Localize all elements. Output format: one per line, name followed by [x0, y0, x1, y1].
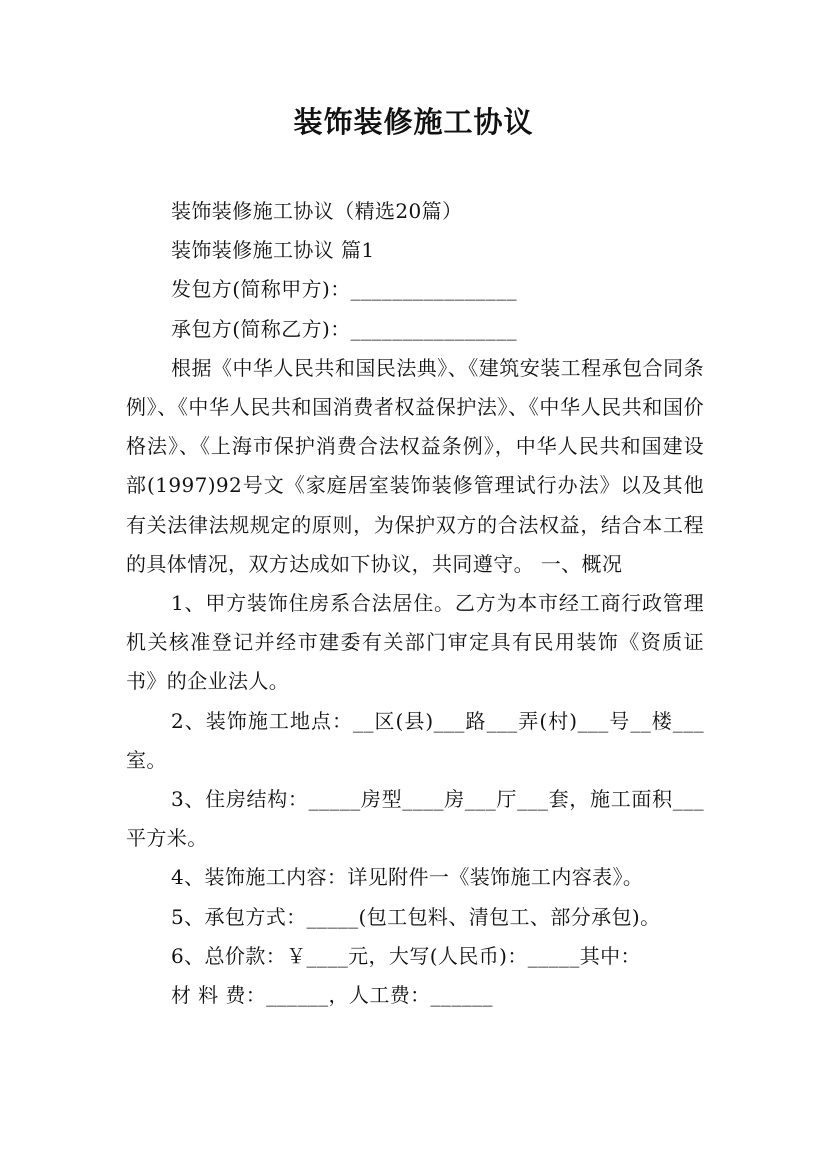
paragraph-clause-6: 6、总价款：￥____元，大写(人民币)：_____其中： [171, 943, 641, 968]
document-body [126, 192, 704, 1015]
paragraph-section-heading: 装饰装修施工协议 篇1 [171, 238, 375, 263]
paragraph-clause-1: 1、甲方装饰住房系合法居住。乙方为本市经工商行政管理机关核准登记并经市建委有关部门审定具有民用装饰《资质证书》的企业法人。 [126, 591, 704, 694]
paragraph-cost-breakdown: 材 料 费：______，人工费：______ [171, 983, 493, 1008]
paragraph-clause-4: 4、装饰施工内容：详见附件一《装饰施工内容表》。 [171, 865, 644, 890]
paragraph-clause-2: 2、装饰施工地点：__区(县)___路___弄(村)___号__楼___室。 [126, 708, 704, 772]
paragraph-party-b: 承包方(简称乙方)：________________ [171, 316, 518, 341]
paragraph-legal-basis: 根据《中华人民共和国民法典》、《建筑安装工程承包合同条例》、《中华人民共和国消费者权益保护法》、《中华人民共和国价格法》、《上海市保护消费合法权益条例》，中华人民共和国建设部(1997)92号文《家庭居室装饰装修管理试行办法》以及其他有关法律法规规定的原则，为保护双方的合法权益，结合本工程的具体情况，双方达成如下协议，共同遵守。 一、概况 [126, 355, 704, 576]
paragraph-clause-5: 5、承包方式：_____(包工包料、清包工、部分承包)。 [171, 904, 661, 929]
document-title: 装饰装修施工协议 [293, 105, 534, 139]
paragraph-clause-3: 3、住房结构：_____房型____房___厅___套，施工面积___平方米。 [126, 787, 704, 851]
paragraph-subtitle: 装饰装修施工协议（精选20篇） [171, 199, 463, 223]
paragraph-party-a: 发包方(简称甲方)：________________ [171, 277, 518, 302]
